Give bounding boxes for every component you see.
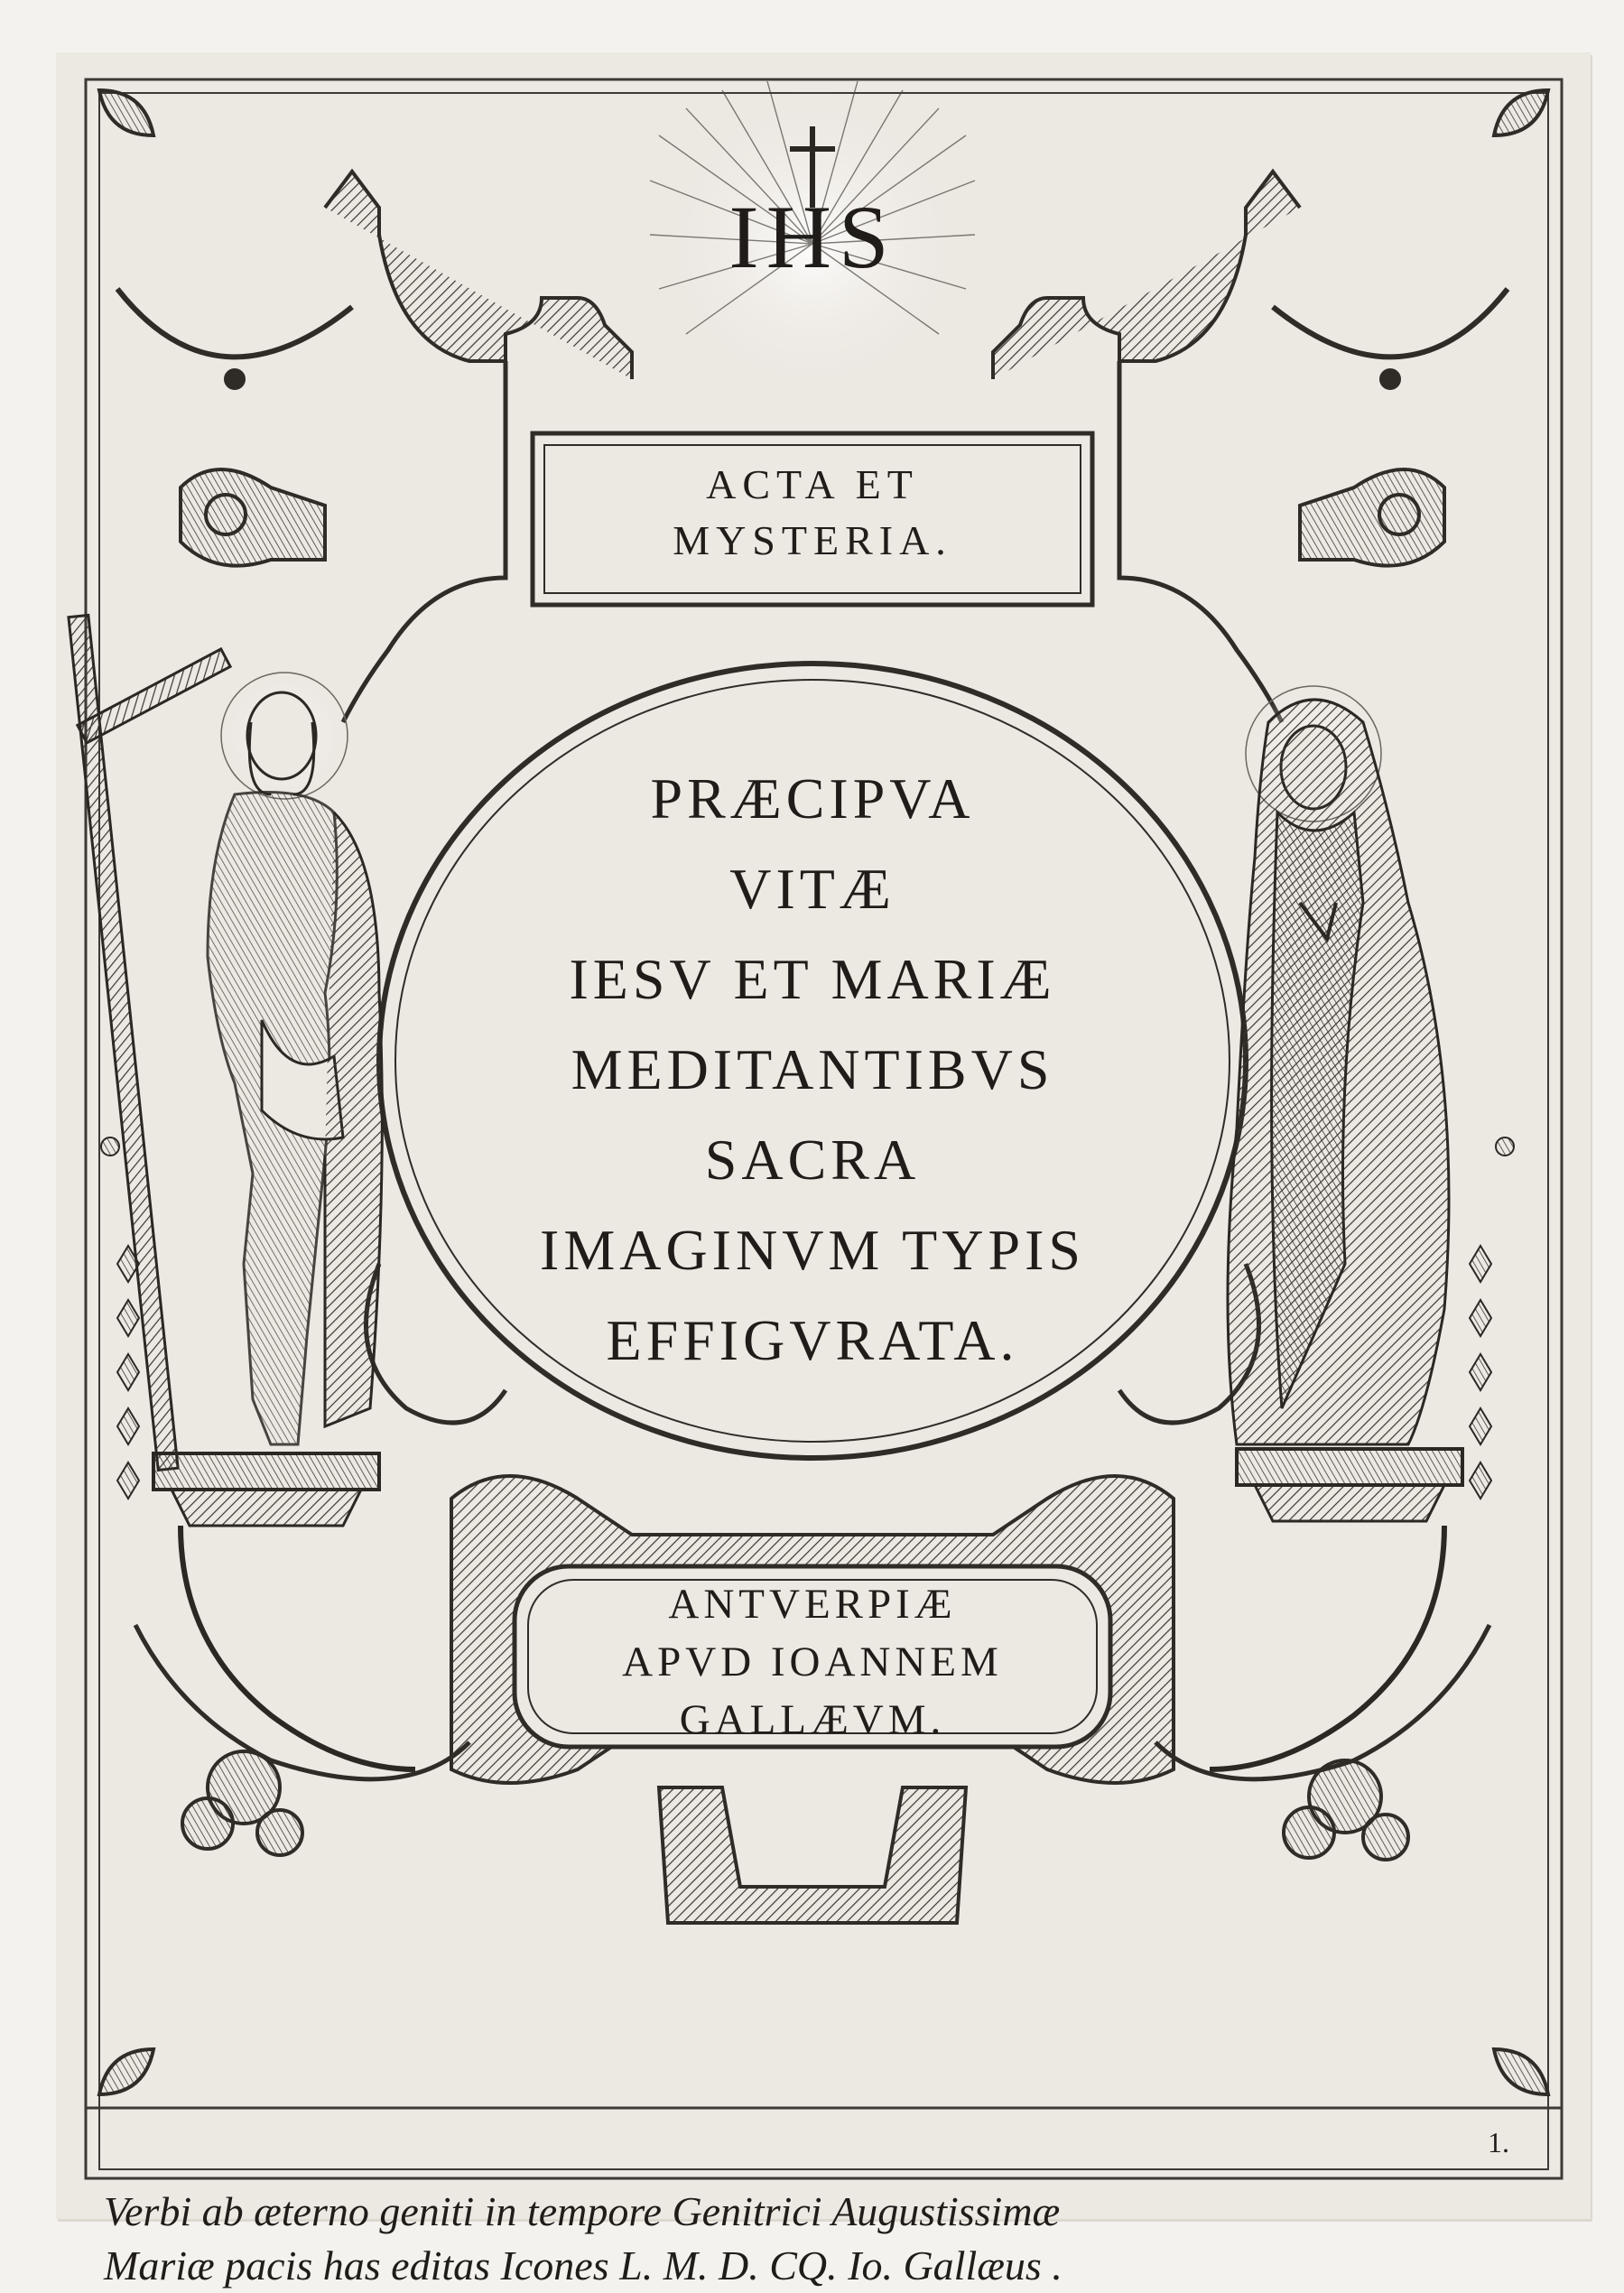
medallion-line-6: IMAGINVM TYPIS xyxy=(540,1218,1085,1282)
medallion-line-2: VITÆ xyxy=(729,857,896,921)
title-line-1: ACTA ET xyxy=(706,461,919,507)
mary-figure xyxy=(1210,686,1462,1769)
medallion-line-3: IESV ET MARIÆ xyxy=(569,947,1056,1011)
christ-figure xyxy=(69,615,415,1769)
imprint-line-2: APVD IOANNEM xyxy=(622,1639,1003,1685)
dedication-footer xyxy=(99,2185,1544,2293)
ihs-monogram: IHS xyxy=(728,187,896,287)
imprint-cartouche xyxy=(528,1575,1097,1749)
medallion-inscription xyxy=(388,754,1237,1386)
medallion-line-1: PRÆCIPVA xyxy=(650,766,975,831)
imprint-line-1: ANTVERPIÆ xyxy=(668,1581,957,1628)
title-cartouche xyxy=(542,442,1083,596)
medallion-line-4: MEDITANTIBVS xyxy=(571,1037,1054,1101)
medallion-line-5: SACRA xyxy=(704,1128,921,1192)
title-line-2: MYSTERIA. xyxy=(673,517,952,563)
medallion-line-7: EFFIGVRATA. xyxy=(606,1308,1019,1372)
dedication-line-2: Mariæ pacis has editas Icones L. M. D. CQ. Io. Gallæus . xyxy=(104,2242,1063,2288)
imprint-line-3: GALLÆVM. xyxy=(679,1696,946,1743)
dedication-line-1: Verbi ab æterno geniti in tempore Genitrici Augustissimæ xyxy=(104,2188,1061,2234)
plate-number: 1. xyxy=(1488,2126,1509,2158)
